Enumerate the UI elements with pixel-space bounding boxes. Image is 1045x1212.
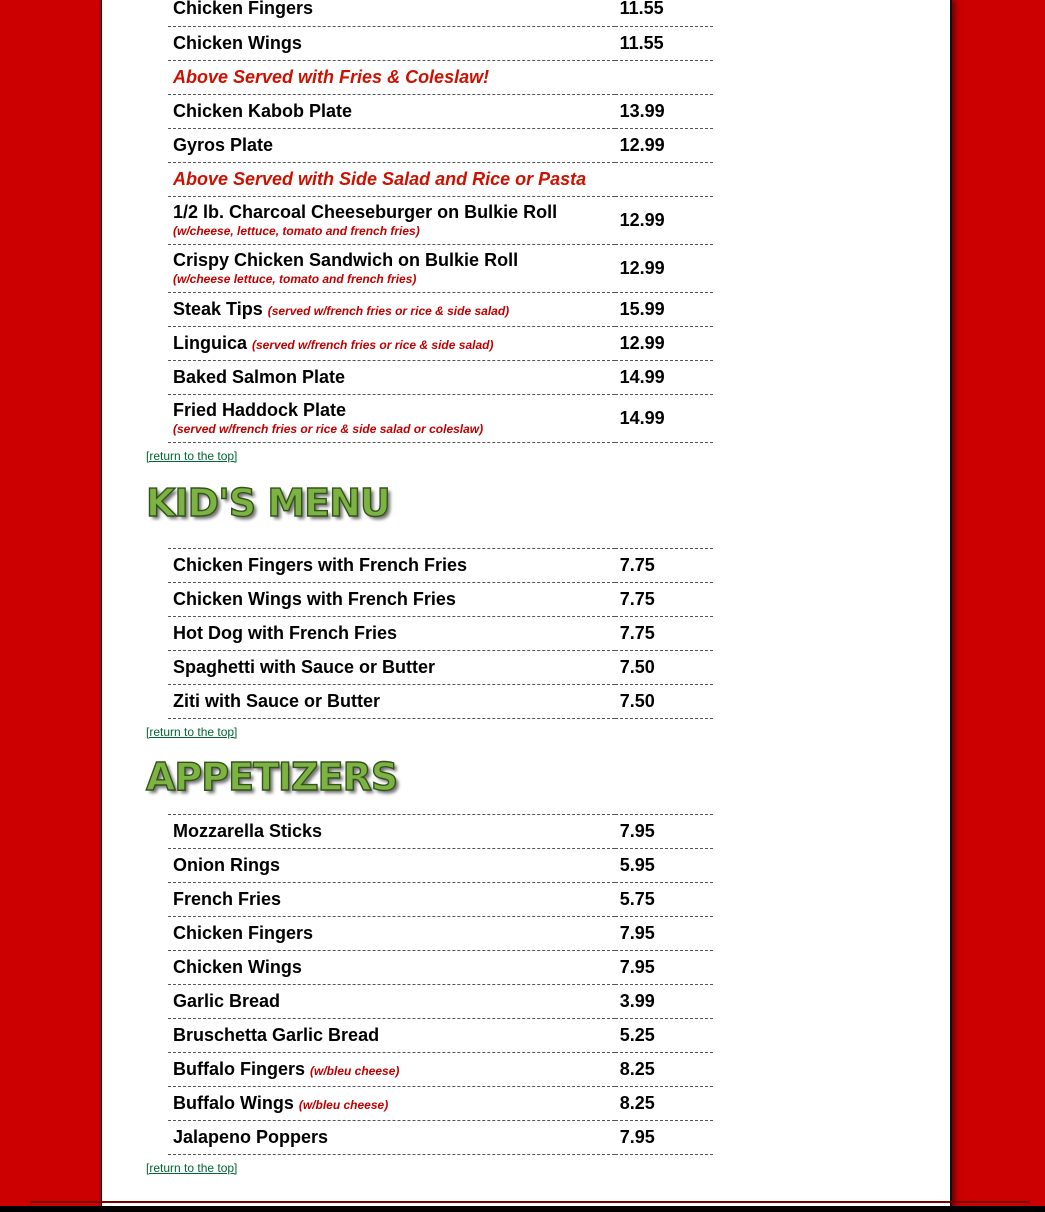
item-price: 8.25 <box>615 1053 713 1087</box>
item-cell <box>168 1121 615 1155</box>
item-name: Chicken Kabob Plate <box>173 100 353 121</box>
menu-row <box>168 394 713 442</box>
item-note: (w/bleu cheese) <box>298 1098 389 1112</box>
menu-row <box>168 685 713 719</box>
item-price: 7.75 <box>615 583 713 617</box>
menu-page <box>101 0 952 1212</box>
item-note: (w/cheese, lettuce, tomato and french fries) <box>173 224 420 238</box>
item-price: 7.95 <box>615 815 713 849</box>
item-name: Onion Rings <box>173 855 280 875</box>
item-cell <box>168 1053 615 1087</box>
item-name: Chicken Wings <box>173 32 302 53</box>
item-name: Chicken Fingers <box>173 923 314 943</box>
item-cell <box>168 94 615 128</box>
item-name: Chicken Wings with French Fries <box>173 589 456 609</box>
item-name: Gyros Plate <box>173 134 274 155</box>
item-price: 13.99 <box>615 94 713 128</box>
served-note: Above Served with Fries & Coleslaw! <box>173 66 490 87</box>
item-cell <box>168 883 615 917</box>
kids-section <box>146 478 713 739</box>
item-note: (w/bleu cheese) <box>310 1064 400 1078</box>
menu-row <box>168 617 713 651</box>
appetizers-section <box>146 752 713 1175</box>
item-name: Chicken Fingers with French Fries <box>173 555 468 575</box>
served-note: Above Served with Side Salad and Rice or Pasta <box>173 168 587 189</box>
item-cell <box>168 292 615 326</box>
item-cell <box>168 244 615 292</box>
menu-row <box>168 128 713 162</box>
served-note-row <box>168 162 713 196</box>
menu-row <box>168 549 713 583</box>
item-cell <box>168 326 615 360</box>
item-name: Baked Salmon Plate <box>173 366 346 387</box>
item-cell <box>168 128 615 162</box>
footer-divider <box>30 1201 1030 1203</box>
item-name: French Fries <box>173 889 282 909</box>
item-price: 5.75 <box>615 883 713 917</box>
menu-row <box>168 326 713 360</box>
item-cell <box>168 394 615 442</box>
return-to-top-link[interactable]: [return to the top] <box>146 725 238 739</box>
menu-row <box>168 0 713 26</box>
item-price: 12.99 <box>615 244 713 292</box>
item-price: 14.99 <box>615 394 713 442</box>
item-name: Chicken Wings <box>173 957 302 977</box>
item-note: (w/cheese lettuce, tomato and french fries) <box>173 272 417 286</box>
item-cell <box>168 0 615 26</box>
appetizers-table <box>168 814 713 1155</box>
menu-row <box>168 1121 713 1155</box>
item-price: 7.95 <box>615 917 713 951</box>
appetizers-heading: APPETIZERS <box>146 755 398 799</box>
return-to-top-link[interactable]: [return to the top] <box>146 448 238 463</box>
item-price: 15.99 <box>615 292 713 326</box>
menu-row <box>168 583 713 617</box>
item-price: 11.55 <box>615 0 713 26</box>
item-note: (served w/french fries or rice & side salad) <box>252 337 494 352</box>
item-name: Hot Dog with French Fries <box>173 623 398 643</box>
item-cell <box>168 985 615 1019</box>
menu-row <box>168 1019 713 1053</box>
kids-menu-heading: KID'S MENU <box>146 481 390 525</box>
item-cell <box>168 1019 615 1053</box>
menu-row <box>168 360 713 394</box>
item-price: 8.25 <box>615 1087 713 1121</box>
item-cell <box>168 815 615 849</box>
kids-table <box>168 548 713 719</box>
menu-row <box>168 985 713 1019</box>
item-name: Fried Haddock Plate <box>173 400 347 420</box>
menu-row <box>168 1087 713 1121</box>
item-note: (served w/french fries or rice & side salad or coleslaw) <box>173 422 484 436</box>
served-note-cell <box>168 162 713 196</box>
item-cell <box>168 549 615 583</box>
item-price: 11.55 <box>615 26 713 60</box>
item-name: Mozzarella Sticks <box>173 821 323 841</box>
item-name: Jalapeno Poppers <box>173 1127 329 1147</box>
item-cell <box>168 651 615 685</box>
item-cell <box>168 617 615 651</box>
item-name: Buffalo Wings <box>173 1093 294 1113</box>
served-note-row <box>168 60 713 94</box>
item-cell <box>168 1087 615 1121</box>
item-name: Steak Tips <box>173 298 263 319</box>
item-name: 1/2 lb. Charcoal Cheeseburger on Bulkie Roll <box>173 202 558 222</box>
menu-row <box>168 951 713 985</box>
item-price: 12.99 <box>615 196 713 244</box>
dinner-table <box>168 0 713 443</box>
item-price: 12.99 <box>615 326 713 360</box>
item-price: 7.50 <box>615 651 713 685</box>
item-cell <box>168 583 615 617</box>
item-price: 7.95 <box>615 1121 713 1155</box>
menu-row <box>168 244 713 292</box>
menu-row <box>168 196 713 244</box>
item-cell <box>168 196 615 244</box>
dinner-section <box>146 0 713 463</box>
served-note-cell <box>168 60 713 94</box>
item-price: 12.99 <box>615 128 713 162</box>
return-to-top-link[interactable]: [return to the top] <box>146 1161 238 1175</box>
item-name: Buffalo Fingers <box>173 1059 306 1079</box>
footer-bar <box>0 1206 1045 1212</box>
menu-row <box>168 917 713 951</box>
item-price: 7.75 <box>615 549 713 583</box>
item-note: (served w/french fries or rice & side salad) <box>267 303 510 318</box>
menu-row <box>168 883 713 917</box>
item-name: Spaghetti with Sauce or Butter <box>173 657 436 677</box>
item-name: Linguica <box>173 332 248 353</box>
item-price: 7.75 <box>615 617 713 651</box>
item-name: Crispy Chicken Sandwich on Bulkie Roll <box>173 250 519 270</box>
item-price: 5.95 <box>615 849 713 883</box>
item-cell <box>168 917 615 951</box>
item-name: Bruschetta Garlic Bread <box>173 1025 380 1045</box>
item-name: Ziti with Sauce or Butter <box>173 691 381 711</box>
menu-row <box>168 292 713 326</box>
item-price: 5.25 <box>615 1019 713 1053</box>
item-cell <box>168 26 615 60</box>
item-name: Chicken Fingers <box>173 0 314 19</box>
item-cell <box>168 360 615 394</box>
menu-row <box>168 26 713 60</box>
item-price: 7.95 <box>615 951 713 985</box>
item-cell <box>168 685 615 719</box>
menu-row <box>168 849 713 883</box>
item-price: 7.50 <box>615 685 713 719</box>
item-cell <box>168 951 615 985</box>
menu-row <box>168 1053 713 1087</box>
item-price: 3.99 <box>615 985 713 1019</box>
menu-row <box>168 815 713 849</box>
menu-row <box>168 94 713 128</box>
item-price: 14.99 <box>615 360 713 394</box>
item-cell <box>168 849 615 883</box>
item-name: Garlic Bread <box>173 991 281 1011</box>
menu-row <box>168 651 713 685</box>
